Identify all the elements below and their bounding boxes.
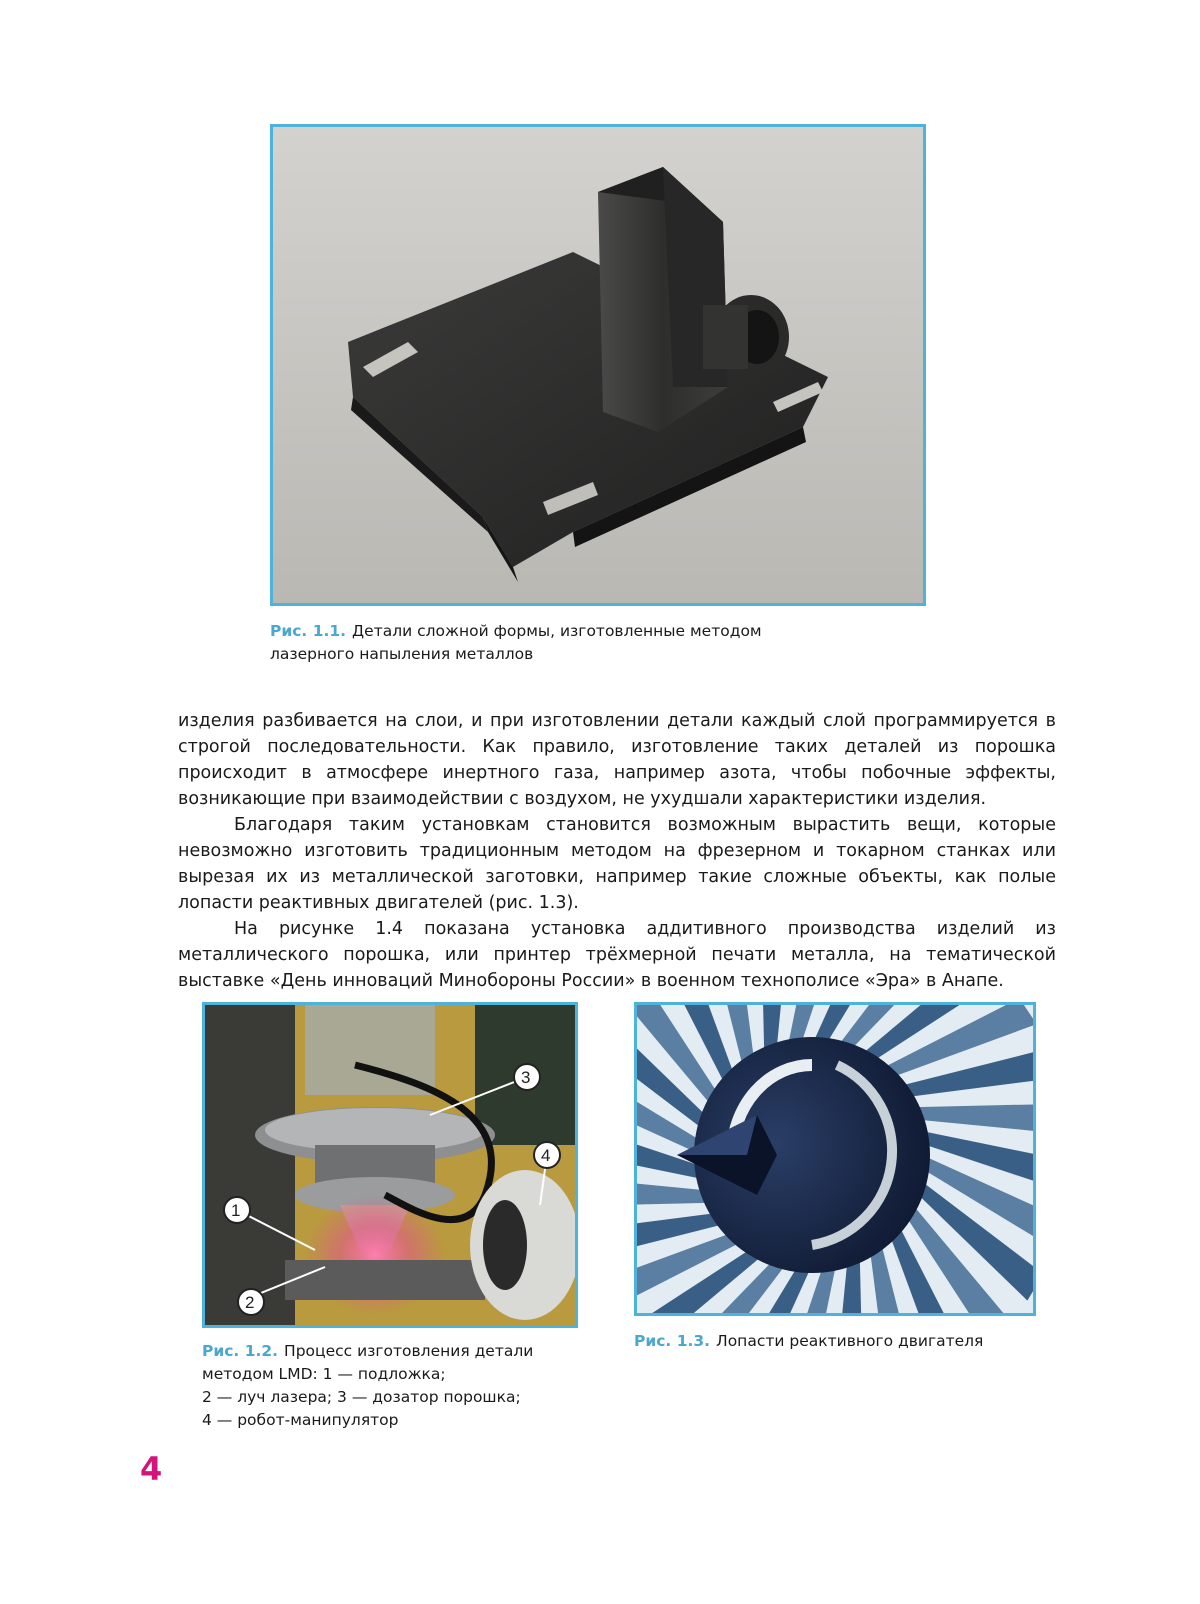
- figure-1-2-caption: [202, 1340, 582, 1432]
- caption-text: 2 — луч лазера; 3 — дозатор порошка;: [202, 1388, 521, 1406]
- caption-text: Лопасти реактивного двигателя: [716, 1332, 984, 1350]
- figure-1-3-photo: [634, 1002, 1036, 1316]
- figure-label: Рис. 1.1.: [270, 622, 347, 640]
- paragraph: изделия разбивается на слои, и при изготовлении детали каждый слой программируется в строгой последовательности. Как правило, изготовление таких деталей из порошка происходит в атмосфере инертного газа, например азота, чтобы побочные эффекты, возникающие при взаимодействии с воздухом, не ухудшали характеристики изделия.: [178, 711, 1056, 809]
- paragraph: На рисунке 1.4 показана установка аддитивного производства изделий из металлического порошка, или принтер трёхмерной печати металла, на тематической выставке «День инноваций Минобороны России» в военном технополисе «Эра» в Анапе.: [178, 919, 1056, 991]
- callout-label: 2: [245, 1293, 255, 1312]
- body-text: [178, 708, 1056, 994]
- caption-text: Детали сложной формы, изготовленные методом: [352, 622, 762, 640]
- figure-1-3-caption: [634, 1330, 1054, 1353]
- paragraph: Благодаря таким установкам становится возможным вырастить вещи, которые невозможно изготовить традиционным методом на фрезерном и токарном станках или вырезая их из металлической заготовки, например такие сложные объекты, как полые лопасти реактивных двигателей (рис. 1.3).: [178, 815, 1056, 913]
- callout-label: 4: [541, 1146, 551, 1165]
- lmd-machine-illustration: [205, 1005, 575, 1325]
- caption-text: Процесс изготовления детали: [284, 1342, 534, 1360]
- figure-1-2-photo: [202, 1002, 578, 1328]
- figure-label: Рис. 1.3.: [634, 1332, 711, 1350]
- figure-label: Рис. 1.2.: [202, 1342, 279, 1360]
- jet-engine-illustration: [637, 1005, 1033, 1313]
- caption-text: 4 — робот-манипулятор: [202, 1411, 399, 1429]
- callout-label: 1: [231, 1201, 241, 1220]
- caption-text: лазерного напыления металлов: [270, 645, 534, 663]
- figure-1-1-caption: [270, 620, 890, 666]
- figure-1-1-photo: [270, 124, 926, 606]
- page-number: 4: [140, 1450, 163, 1488]
- metal-part-illustration: [273, 127, 923, 603]
- caption-text: методом LMD: 1 — подложка;: [202, 1365, 446, 1383]
- callout-label: 3: [521, 1068, 531, 1087]
